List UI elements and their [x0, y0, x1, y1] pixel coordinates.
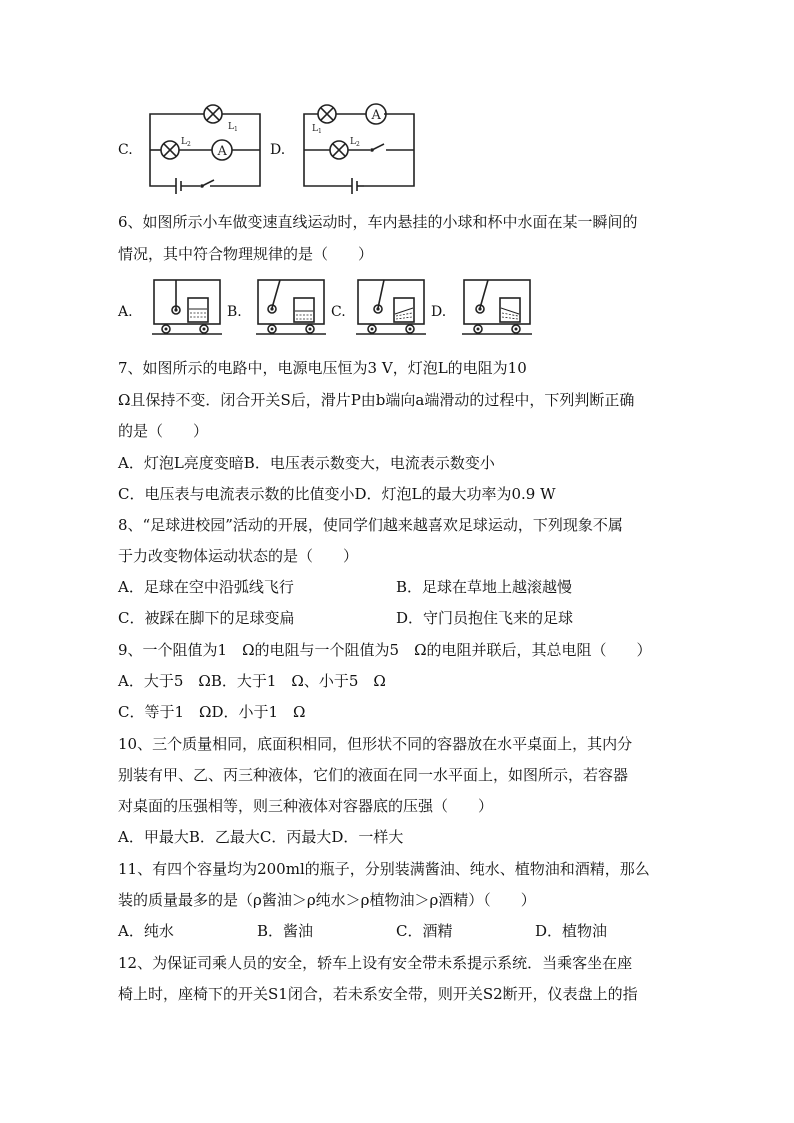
q6-option-b-label: B.	[227, 304, 242, 320]
ammeter-icon	[366, 104, 386, 124]
q9-stem-line1: 9、一个阻值为1 Ω的电阻与一个阻值为5 Ω的电阻并联后，其总电阻（ ）	[118, 641, 652, 659]
q11-stem-line2: 装的质量最多的是（ρ酱油＞ρ纯水＞ρ植物油＞ρ酒精）（ ）	[118, 891, 536, 909]
q11-option-c: C．酒精	[396, 922, 453, 940]
lamp-l2-label: $L_2$	[181, 137, 191, 148]
lamp-l2-icon	[330, 141, 348, 159]
q6-option-c-label: C.	[331, 304, 346, 320]
lamp-l1-label: $L_1$	[312, 124, 322, 135]
q8-option-d: D．守门员抱住飞来的足球	[396, 609, 574, 627]
q10-options: A．甲最大B．乙最大C．丙最大D．一样大	[118, 828, 404, 846]
q10-stem-line3: 对桌面的压强相等，则三种液体对容器底的压强（ ）	[118, 797, 494, 815]
q11-option-b: B．酱油	[257, 922, 314, 940]
q7-stem-line3: 的是（ ）	[118, 422, 209, 440]
cart-diagram-b	[256, 278, 326, 336]
q12-stem-line1: 12、为保证司乘人员的安全，轿车上设有安全带未系提示系统．当乘客坐在座	[118, 954, 633, 972]
lamp-l1-icon	[204, 105, 222, 123]
cart-diagram-d	[462, 278, 532, 336]
q6-stem-line2: 情况，其中符合物理规律的是（ ）	[118, 245, 374, 263]
ammeter-icon	[212, 140, 232, 160]
switch-icon	[370, 144, 384, 152]
q8-option-a: A．足球在空中沿弧线飞行	[118, 578, 294, 596]
option-d-label: D.	[270, 142, 286, 158]
lamp-l2-label: $L_2$	[350, 137, 360, 148]
lamp-l1-icon	[318, 105, 336, 123]
cart-diagram-a	[152, 278, 222, 336]
battery-icon	[352, 178, 357, 194]
q8-stem-line2: 于力改变物体运动状态的是（ ）	[118, 547, 359, 565]
q11-stem-line1: 11、有四个容量均为200ml的瓶子，分别装满酱油、纯水、植物油和酒精，那么	[118, 860, 650, 878]
lamp-l1-label: $L_1$	[228, 122, 238, 133]
q7-options-ab: A．灯泡L亮度变暗B．电压表示数变大，电流表示数变小	[118, 454, 495, 472]
q7-stem-line2: Ω且保持不变．闭合开关S后，滑片P由b端向a端滑动的过程中，下列判断正确	[118, 391, 635, 409]
circuit-diagram-d	[302, 100, 417, 192]
q8-option-b: B．足球在草地上越滚越慢	[396, 578, 573, 596]
q9-options-ab: A．大于5 ΩB．大于1 Ω、小于5 Ω	[118, 672, 386, 690]
circuit-diagram-c	[148, 100, 263, 192]
q7-stem-line1: 7、如图所示的电路中，电源电压恒为3 V，灯泡L的电阻为10	[118, 359, 527, 377]
cart-diagram-c	[356, 278, 426, 336]
q6-option-d-label: D.	[431, 304, 447, 320]
q8-options-row2	[118, 608, 678, 628]
q8-stem-line1: 8、“足球进校园”活动的开展，使同学们越来越喜欢足球运动，下列现象不属	[118, 516, 623, 534]
q11-option-a: A．纯水	[118, 922, 174, 940]
q11-options-row	[118, 921, 678, 941]
lamp-l2-icon	[161, 141, 179, 159]
q8-options-row1	[118, 577, 678, 597]
q11-option-d: D．植物油	[535, 922, 608, 940]
q6-option-a-label: A.	[118, 304, 133, 320]
option-c-label: C.	[118, 142, 133, 158]
battery-icon	[176, 178, 181, 194]
svg-text:A: A	[217, 144, 227, 159]
q8-option-c: C．被踩在脚下的足球变扁	[118, 609, 295, 627]
q12-stem-line2: 椅上时，座椅下的开关S1闭合，若未系安全带，则开关S2断开，仪表盘上的指	[118, 985, 638, 1003]
q10-stem-line2: 别装有甲、乙、丙三种液体，它们的液面在同一水平面上，如图所示，若容器	[118, 766, 629, 784]
q7-options-cd: C．电压表与电流表示数的比值变小D．灯泡L的最大功率为0.9 W	[118, 485, 556, 503]
svg-text:A: A	[371, 108, 381, 123]
q6-stem-line1: 6、如图所示小车做变速直线运动时，车内悬挂的小球和杯中水面在某一瞬间的	[118, 213, 638, 231]
q10-stem-line1: 10、三个质量相同，底面积相同，但形状不同的容器放在水平桌面上，其内分	[118, 735, 633, 753]
q9-options-cd: C．等于1 ΩD．小于1 Ω	[118, 703, 306, 721]
